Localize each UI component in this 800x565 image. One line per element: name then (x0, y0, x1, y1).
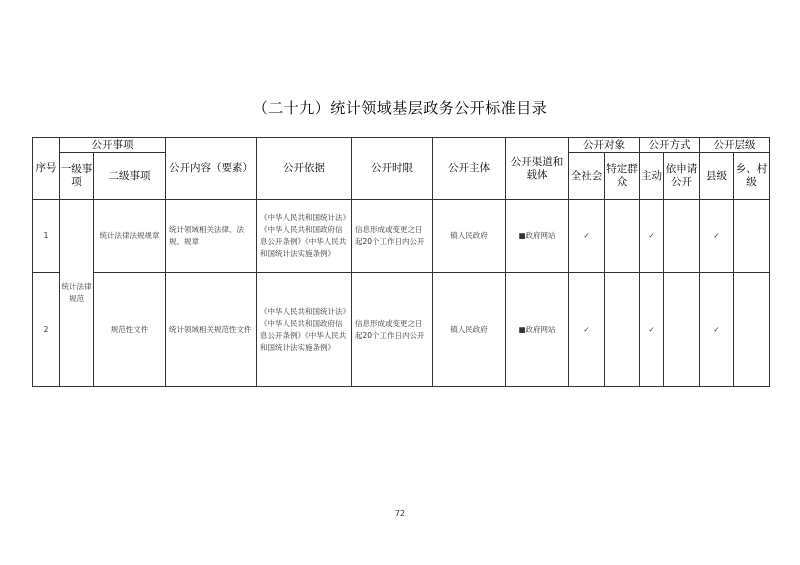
table-row (33, 200, 770, 273)
catalog-table (32, 137, 770, 387)
table-row (33, 273, 770, 387)
check-audience-all: ✓ (569, 200, 605, 273)
row-seq: 1 (33, 200, 60, 273)
check-level-county: ✓ (700, 200, 734, 273)
header-audience: 公开对象 (569, 138, 640, 153)
header-method-apply: 依申请公开 (664, 153, 700, 200)
row-subject: 镇人民政府 (433, 200, 506, 273)
check-audience-all: ✓ (569, 273, 605, 387)
check-audience-specific (605, 200, 640, 273)
row-channel: ■政府网站 (506, 273, 569, 387)
header-level1: 一级事项 (60, 153, 94, 200)
row-time-limit: 信息形成或变更之日起20个工作日内公开 (352, 200, 433, 273)
header-audience-specific: 特定群众 (605, 153, 640, 200)
row-basis: 《中华人民共和国统计法》《中华人民共和国政府信息公开条例》《中华人民共和国统计法实施条例》 (257, 200, 352, 273)
check-level-town (734, 273, 770, 387)
row-level2: 统计法律法规规章 (94, 200, 166, 273)
header-channel: 公开渠道和载体 (506, 138, 569, 200)
row-seq: 2 (33, 273, 60, 387)
check-method-apply (664, 200, 700, 273)
page-number: 72 (394, 509, 406, 518)
check-method-active: ✓ (640, 200, 664, 273)
check-method-apply (664, 273, 700, 387)
header-content: 公开内容（要素） (166, 138, 257, 200)
check-audience-specific (605, 273, 640, 387)
row-basis: 《中华人民共和国统计法》《中华人民共和国政府信息公开条例》《中华人民共和国统计法实施条例》 (257, 273, 352, 387)
header-basis: 公开依据 (257, 138, 352, 200)
header-level2: 二级事项 (94, 153, 166, 200)
page-title: （二十九）统计领域基层政务公开标准目录 (252, 99, 548, 117)
row-content: 统计领域相关法律、法规、规章 (166, 200, 257, 273)
header-seq: 序号 (33, 138, 60, 200)
row-level2: 规范性文件 (94, 273, 166, 387)
row-subject: 镇人民政府 (433, 273, 506, 387)
level1-item: 统计法律规范 (60, 200, 94, 387)
row-channel: ■政府网站 (506, 200, 569, 273)
header-method: 公开方式 (640, 138, 700, 153)
header-level-town: 乡、村级 (734, 153, 770, 200)
row-content: 统计领域相关规范性文件 (166, 273, 257, 387)
header-level-county: 县级 (700, 153, 734, 200)
check-level-town (734, 200, 770, 273)
header-matters: 公开事项 (60, 138, 166, 153)
header-method-active: 主动 (640, 153, 664, 200)
check-level-county: ✓ (700, 273, 734, 387)
header-subject: 公开主体 (433, 138, 506, 200)
header-level: 公开层级 (700, 138, 770, 153)
header-audience-all: 全社会 (569, 153, 605, 200)
header-time-limit: 公开时限 (352, 138, 433, 200)
row-time-limit: 信息形成或变更之日起20个工作日内公开 (352, 273, 433, 387)
check-method-active: ✓ (640, 273, 664, 387)
